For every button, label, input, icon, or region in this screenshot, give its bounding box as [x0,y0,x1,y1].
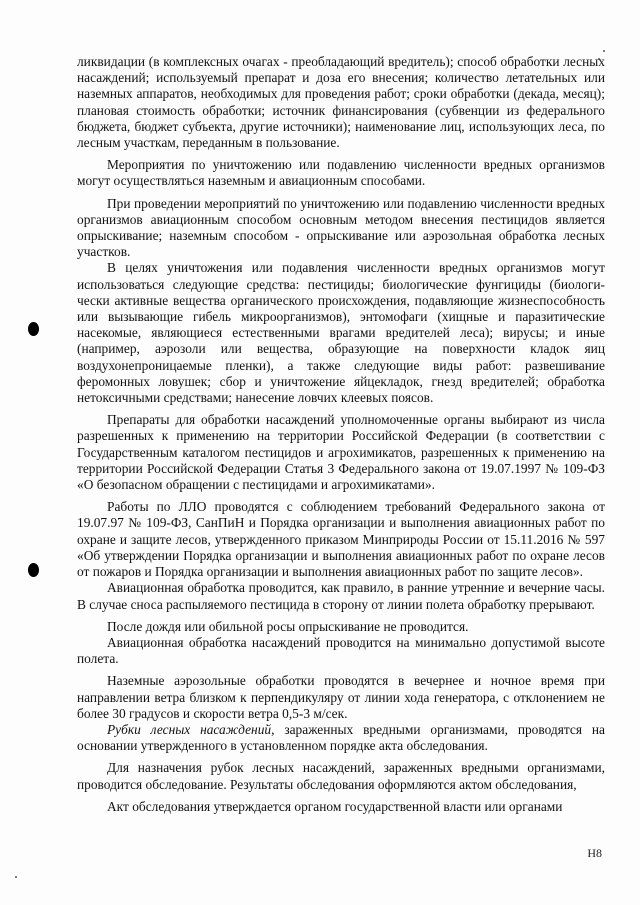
page-number: Н8 [587,846,602,860]
paragraph: Авиационная обработка проводится, как правило, в ранние утренние и вечерние часы. В случае сноса распыляемого пестицида в сторону от линии полета обработку прерывают. [77,580,605,612]
paragraph: Акт обследования утверждается органом государственной власти или органами [107,798,563,814]
paragraph: Препараты для обработки насаждений уполномоченные органы выбирают из числа разрешенных к применению на территории Российской Федерации (в соответствии с Государственным каталогом пестицидов и агрохимикатов, разрешенных к применению на территории Российской Федерации Статья 3 Федерального закона от 19.07.1997 № 109-ФЗ «О безопасном обращении с пестицидами и агрохимикатами». [77,412,605,493]
document-body [77,54,605,815]
scan-speck [15,876,17,878]
paragraph: ликвидации (в комплексных очагах - преобладающий вредитель); способ обработки лесных насаждений; используемый препарат и доза его внесения; количество летательных или наземных аппаратов, необходимых для проведения работ; сроки обработки (декада, месяц); плановая стоимость обработки; источник финансирования (субвенции из федерального бюджета, бюджет субъекта, другие источники); наименование лиц, использующих леса, по лесным участкам, переданным в пользование. [77,54,605,151]
paragraph: Мероприятия по уничтожению или подавлению численности вредных организмов могут осуществляться наземным и авиационным способами. [77,157,605,189]
paragraph-rest: , зараженных вредными организмами, проводятся на основании утвержденного в установленном порядке акта обследования. [77,721,605,754]
punch-hole-top [28,322,39,336]
paragraph: При проведении мероприятий по уничтожению или подавлению численности вредных организмов авиационным способом основным методом внесения пестицидов является опрыскивание; наземным способом - опрыскивание или аэрозольная обработка лесных участков. [77,195,605,260]
italic-lead: Рубки лесных насаждений [107,721,272,737]
paragraph: Работы по ЛЛО проводятся с соблюдением требований Федерального закона от 19.07.97 № 109-ФЗ, СанПиН и Порядка организации и выполнения авиационных работ по охране и защите лесов, утвержденного приказом Минприроды России от 15.11.2016 № 597 «Об утверждении Порядка организации и выполнения авиационных работ по охране лесов от пожаров и Порядка организации и выполнения авиационных работ по защите лесов». [77,499,605,580]
paragraph: После дождя или обильной росы опрыскивание не проводится. [107,618,469,634]
paragraph [77,722,605,754]
scan-speck [603,50,605,52]
paragraph: Для назначения рубок лесных насаждений, зараженных вредными организмами, проводится обследование. Результаты обследования оформляются актом обследования, [77,760,605,792]
punch-hole-bottom [28,563,39,577]
paragraph: Авиационная обработка насаждений проводится на минимально допустимой высоте полета. [77,634,605,667]
paragraph: Наземные аэрозольные обработки проводятся в вечернее и ночное время при направлении ветра близком к перпендикуляру от линии хода генератора, с отклонением не более 30 градусов и скорости ветра 0,5-3 м/сек. [77,673,605,721]
paragraph: В целях уничтожения или подавления численности вредных организмов могут использоваться следующие средства: пестициды; биологические фунгициды (биологи-чески активные вещества органического происхождения, подавляющие жизнеспособность или вызывающие гибель микроорганизмов), энтомофаги (хищные и паразитические насекомые, являющиеся естественными врагами вредителей леса); вирусы; и иные (например, аэрозоли или вещества, образующие на поверхности кладок яиц воздухонепроницаемые пленки), а также следующие виды работ: развешивание феромонных ловушек; сбор и уничтожение яйцекладок, гнезд вредителей; обработка нетоксичными средствами; нанесение ловчих клеевых поясов. [77,260,605,406]
